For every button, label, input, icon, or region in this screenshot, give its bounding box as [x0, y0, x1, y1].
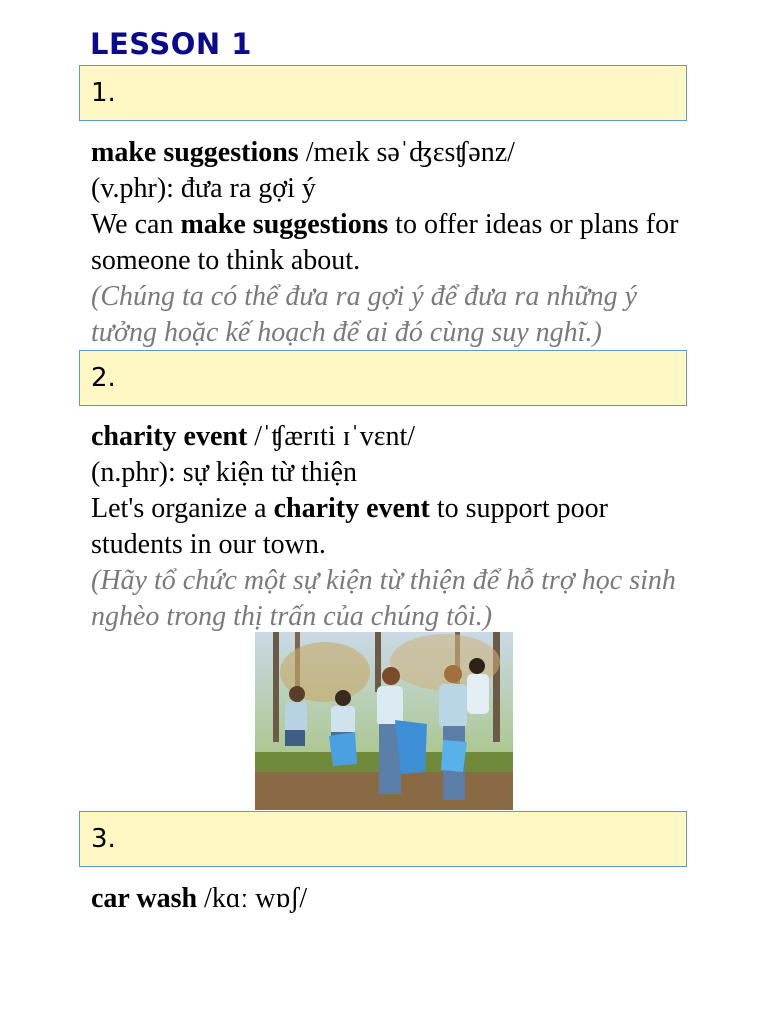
item-number-2: 2.	[91, 363, 116, 393]
vocab-ipa-2: /ˈʧærɪti ɪˈvɛnt/	[247, 421, 416, 452]
term-line-2	[91, 419, 691, 455]
vocab-entry-2	[91, 419, 691, 635]
item-number-box-3	[79, 811, 687, 867]
volunteers-illustration	[255, 632, 513, 810]
term-line-3	[91, 881, 691, 917]
example-translation-1: (Chúng ta có thể đưa ra gợi ý để đưa ra những ý tưởng hoặc kế hoạch để ai đó cùng suy nghĩ.)	[91, 281, 638, 348]
example-translation-2: (Hãy tổ chức một sự kiện từ thiện để hỗ trợ học sinh nghèo trong thị trấn của chúng tôi.)	[91, 565, 676, 632]
vocab-term-3: car wash	[91, 883, 198, 914]
example-term-1: make suggestions	[180, 209, 389, 240]
example-sentence-2: Let's organize a charity event to support poor students in our town.	[91, 493, 608, 560]
item-number-box-2	[79, 350, 687, 406]
vocab-entry-1	[91, 135, 691, 351]
item-number-3: 3.	[91, 824, 116, 854]
vocab-term-2: charity event	[91, 421, 248, 452]
term-line-1	[91, 135, 691, 171]
example-term-2: charity event	[273, 493, 430, 524]
vocab-definition-1: (v.phr): đưa ra gợi ý	[91, 173, 316, 204]
item-number-1: 1.	[91, 78, 116, 108]
item-number-box-1	[79, 65, 687, 121]
lesson-title: LESSON 1	[90, 27, 252, 61]
vocab-definition-2: (n.phr): sự kiện từ thiện	[91, 457, 357, 488]
example-sentence-1: We can make suggestions to offer ideas or plans for someone to think about.	[91, 209, 679, 276]
vocab-entry-3	[91, 881, 691, 917]
vocab-ipa-3: /kɑː wɒʃ/	[197, 883, 308, 914]
charity-volunteers-photo	[255, 632, 513, 810]
vocab-ipa-1: /meɪk səˈʤɛsʧənz/	[298, 137, 515, 168]
vocab-term-1: make suggestions	[91, 137, 299, 168]
